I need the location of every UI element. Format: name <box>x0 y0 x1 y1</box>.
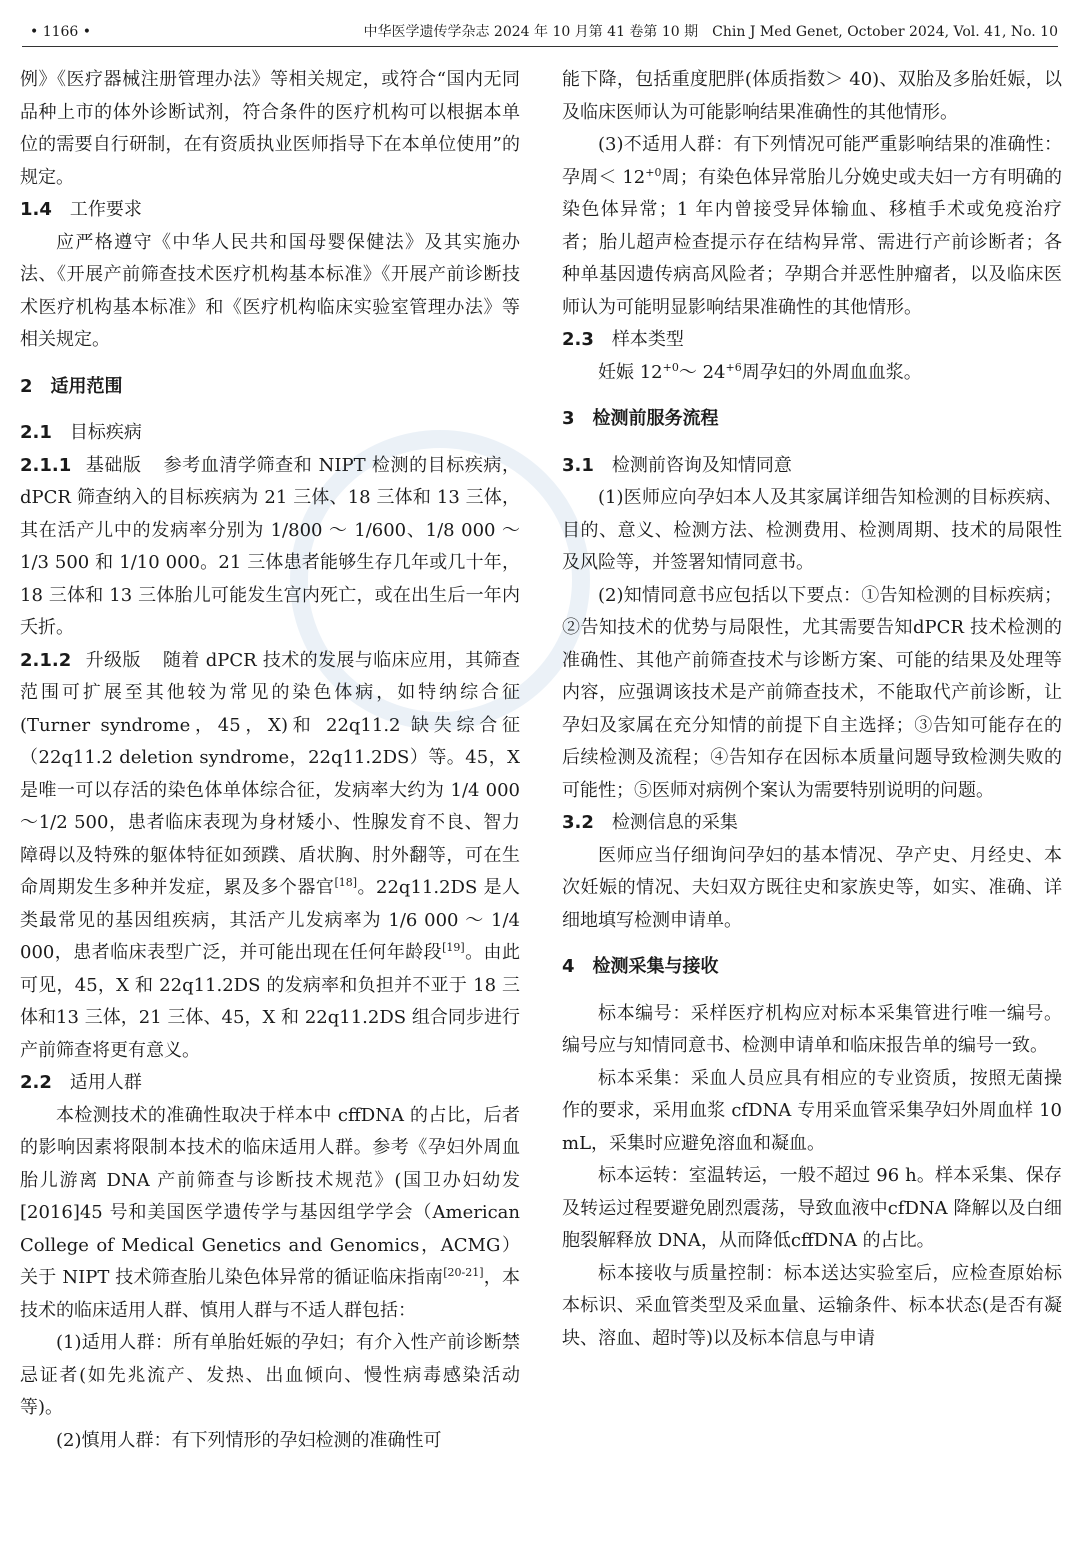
section-heading-3: 3 检测前服务流程 <box>562 408 719 429</box>
section-heading-2: 2 适用范围 <box>20 375 123 397</box>
paragraph: 妊娠 $12^{+0}\sim$ $24^{+6}$周孕妇的外周血血浆。 <box>598 360 922 383</box>
paragraph: 标本采集：采血人员应具有相应的专业资质，按照无菌操作的要求，采用血浆 cfDNA 专用采血管采集孕妇外周血样 10 mL，采集时应避免溶血和凝血。 <box>562 1067 1062 1154</box>
section-heading-1-4: 1.4 工作要求 <box>20 199 142 220</box>
page-number: • 1166 • <box>30 24 92 40</box>
list-item: (1)适用人群：所有单胎妊娠的孕妇；有介入性产前诊断禁忌证者(如先兆流产、发热、出血倾向、慢性病毒感染活动等)。 <box>20 1332 520 1418</box>
left-column <box>20 64 520 1457</box>
paragraph: 标本运转：室温转运，一般不超过 96 h。样本采集、保存及转运过程要避免剧烈震荡，导致血液中cfDNA 降解以及白细胞裂解释放 DNA，从而降低cffDNA 的占比。 <box>562 1165 1062 1251</box>
section-heading-3-2: 3.2 检测信息的采集 <box>562 812 738 833</box>
section-heading-2-2: 2.2 适用人群 <box>20 1072 142 1093</box>
paragraph: 能下降，包括重度肥胖(体质指数＞ 40)、双胎及多胎妊娠，以及临床医师认为可能影响结果准确性的其他情形。 <box>562 69 1062 123</box>
paragraph: 标本编号：采样医疗机构应对标本采集管进行唯一编号。编号应与知情同意书、检测申请单和临床报告单的编号一致。 <box>562 1002 1062 1056</box>
paragraph: 医师应当仔细询问孕妇的基本情况、孕产史、月经史、本次妊娠的情况、夫妇双方既往史和家族史等，如实、准确、详细地填写检测申请单。 <box>562 844 1062 931</box>
paragraph-2-1-2: 2.1.2 升级版 随着 dPCR 技术的发展与临床应用，其筛查范围可扩展至其他较为常见的染色体病，如特纳综合征(Turner syndrome，45，X)和 22q11.2 缺失综合征（22q11.2 deletion syndrome，22q11.2DS）等。45，X是唯一可以存活的染色体单体综合征，发病率大约为 1/4 000 ～1/2 500，患者临床表现为身材矮小、性腺发育不良、智力障碍以及特殊的躯体特征如颈蹼、盾状胸、肘外翻等，可在生命周期发生多种并发症，累及多个器官[18]。22q11.2DS 是人类最常见的基因组疾病，其活产儿发病率为 1/6 000 ～ 1/4 000，患者临床表型广泛，并可能出现在任何年龄段[19]。由此可见，45，X 和 22q11.2DS 的发病率和负担并不亚于 18 三体和13 三体，21 三体、45，X 和 22q11.2DS 组合同步进行产前筛查将更有意义。 <box>20 649 521 1061</box>
paragraph-2-1-1: 2.1.1 基础版 参考血清学筛查和 NIPT 检测的目标疾病，dPCR 筛查纳入的目标疾病为 21 三体、18 三体和 13 三体，其在活产儿中的发病率分别为 1/800 ～ 1/600、1/8 000 ～ 1/3 500 和 1/10 000。21 三体患者能够生存几年或几十年，18 三体和 13 三体胎儿可能发生宫内死亡，或在出生后一年内夭折。 <box>20 454 521 638</box>
running-header <box>22 20 1058 47</box>
citation-ref: [18] <box>334 876 358 889</box>
section-heading-3-1: 3.1 检测前咨询及知情同意 <box>562 454 792 476</box>
paragraph: 应严格遵守《中华人民共和国母婴保健法》及其实施办法、《开展产前筛查技术医疗机构基本标准》《开展产前诊断技术医疗机构基本标准》和《医疗机构临床实验室管理办法》等相关规定。 <box>20 231 520 350</box>
section-heading-2-1: 2.1 目标疾病 <box>20 422 142 443</box>
right-column <box>562 64 1062 1355</box>
journal-citation: 中华医学遗传学杂志 2024 年 10 月第 41 卷第 10 期 Chin J Med Genet, October 2024, Vol. 41, No. 10 <box>363 24 1058 40</box>
paragraph: 标本接收与质量控制：标本送达实验室后，应检查原始标本标识、采血管类型及采血量、运输条件、标本状态(是否有凝块、溶血、超时等)以及标本信息与申请 <box>562 1262 1062 1349</box>
section-heading-2-3: 2.3 样本类型 <box>562 329 684 350</box>
list-item: (2)慎用人群：有下列情形的孕妇检测的准确性可 <box>56 1429 442 1451</box>
paragraph: (2)知情同意书应包括以下要点：①告知检测的目标疾病；②告知技术的优势与局限性，尤其需要告知dPCR 技术检测的准确性、其他产前筛查技术与诊断方案、可能的结果及处理等内容，应强调该技术是产前筛查技术，不能取代产前诊断，让孕妇及家属在充分知情的前提下自主选择；③告知可能存在的后续检测及流程；④告知存在因标本质量问题导致检测失败的可能性；⑤医师对病例个案认为需要特别说明的问题。 <box>562 584 1062 801</box>
paragraph: 本检测技术的准确性取决于样本中 cffDNA 的占比，后者的影响因素将限制本技术的临床适用人群。参考《孕妇外周血胎儿游离 DNA 产前筛查与诊断技术规范》(国卫办妇幼发[2016]45 号和美国医学遗传学与基因组学学会（American College of Medical Genetics and Genomics，ACMG）关于 NIPT 技术筛查胎儿染色体异常的循证临床指南[20-21]，本技术的临床适用人群、慎用人群与不适人群包括： <box>20 1104 521 1321</box>
section-heading-4: 4 检测采集与接收 <box>562 956 719 977</box>
citation-ref: [20-21] <box>443 1266 484 1279</box>
paragraph: (1)医师应向孕妇本人及其家属详细告知检测的目标疾病、目的、意义、检测方法、检测费用、检测周期、技术的局限性及风险等，并签署知情同意书。 <box>562 487 1062 573</box>
list-item: (3)不适用人群：有下列情况可能严重影响结果的准确性：孕周＜ $12^{+0}$周；有染色体异常胎儿分娩史或夫妇一方有明确的染色体异常；1 年内曾接受异体输血、移植手术或免疫治疗者；胎儿超声检查提示存在结构异常、需进行产前诊断者；各种单基因遗传病高风险者；孕期合并恶性肿瘤者，以及临床医师认为可能明显影响结果准确性的其他情形。 <box>562 134 1062 318</box>
paragraph: 例》《医疗器械注册管理办法》等相关规定，或符合“国内无同品种上市的体外诊断试剂，符合条件的医疗机构可以根据本单位的需要自行研制，在有资质执业医师指导下在本单位使用”的规定。 <box>20 69 520 188</box>
citation-ref: [19] <box>442 941 465 954</box>
